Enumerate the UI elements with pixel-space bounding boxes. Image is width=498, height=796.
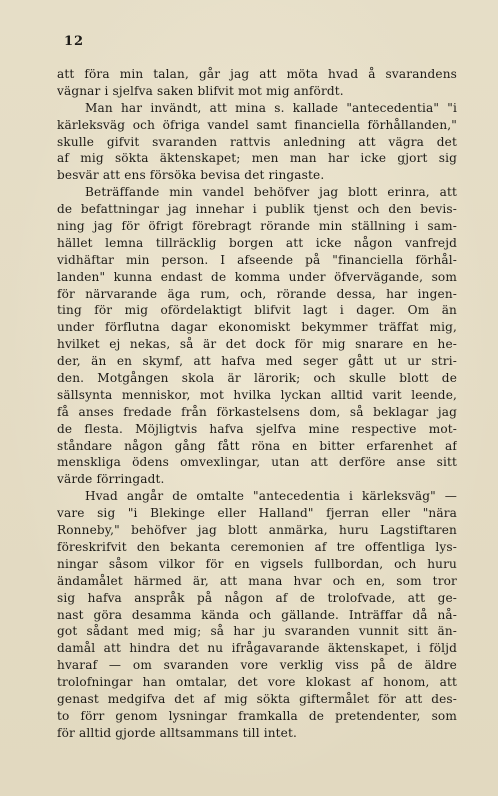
text-line: värde förringadt. bbox=[57, 472, 165, 487]
text-line: vare sig "i Blekinge eller Halland" fjerran eller "nära bbox=[57, 506, 457, 521]
text-line: ning jag för öfrigt förebragt rörande min ställning i sam- bbox=[57, 219, 457, 234]
text-line: hvaraf — om svaranden vore verklig viss på de äldre bbox=[57, 658, 457, 673]
text-line: hället lemna tillräcklig borgen att icke någon vanfrejd bbox=[57, 235, 457, 250]
text-line: Man har invändt, att mina s. kallade "antecedentia" "i bbox=[85, 100, 457, 115]
text-line: got sådant med mig; så har ju svaranden vunnit sitt än- bbox=[57, 624, 457, 639]
text-line: damål att hindra det nu ifrågavarande äktenskapet, i följd bbox=[57, 641, 457, 656]
text-line: föreskrifvit den bekanta ceremonien af tre offentliga lys- bbox=[57, 539, 457, 554]
text-line: sällsynta menniskor, mot hvilka lyckan alltid varit leende, bbox=[57, 387, 457, 402]
text-line: hvilket ej nekas, så är det dock för mig snarare en he- bbox=[57, 337, 457, 352]
text-line: Hvad angår de omtalte "antecedentia i kärleksväg" — bbox=[85, 489, 457, 504]
text-line: der, än en skymf, att hafva med seger gått ut ur stri- bbox=[57, 354, 457, 369]
text-line: menskliga ödens omvexlingar, utan att derföre anse sitt bbox=[57, 455, 457, 470]
text-line: ståndare någon gång fått röna en bitter erfarenhet af bbox=[57, 438, 457, 453]
text-line: få anses fredade från förkastelsens dom, så beklagar jag bbox=[57, 404, 457, 419]
text-line: den. Motgången skola är lärorik; och skulle blott de bbox=[57, 371, 457, 386]
body-text bbox=[57, 66, 457, 742]
text-line: de befattningar jag innehar i publik tjenst och den bevis- bbox=[57, 202, 457, 217]
text-line: ting för mig ofördelaktigt blifvit lagt i dager. Om än bbox=[57, 303, 457, 318]
text-line: ändamålet härmed är, att mana hvar och en, som tror bbox=[57, 573, 457, 588]
text-line: Ronneby," behöfver jag blott anmärka, huru Lagstiftaren bbox=[57, 523, 457, 538]
text-line: för närvarande äga rum, och, rörande dessa, har ingen- bbox=[57, 286, 457, 301]
text-line: de flesta. Möjligtvis hafva sjelfva mine respective mot- bbox=[57, 421, 457, 436]
text-line: under förflutna dagar ekonomiskt bekymmer träffat mig, bbox=[57, 320, 457, 335]
text-line: trolofningar han omtalar, det vore klokast af honom, att bbox=[57, 675, 457, 690]
text-line: skulle gifvit svaranden rattvis anledning att vägra det bbox=[57, 134, 457, 149]
text-line: kärleksväg och öfriga vandel samt financiella förhållanden," bbox=[57, 117, 457, 132]
text-line: för alltid gjorde alltsammans till intet. bbox=[57, 725, 297, 740]
text-line: sig hafva anspråk på någon af de trolofvade, att ge- bbox=[57, 590, 457, 605]
text-line: ningar såsom vilkor för en vigsels fullbordan, och huru bbox=[57, 556, 457, 571]
text-line: vidhäftar min person. I afseende på "financiella förhål- bbox=[57, 252, 457, 267]
text-line: vägnar i sjelfva saken blifvit mot mig anfördt. bbox=[57, 83, 344, 98]
text-line: landen" kunna endast de komma under öfvervägande, som bbox=[57, 269, 457, 284]
text-line: af mig sökta äktenskapet; men man har icke gjort sig bbox=[57, 151, 457, 166]
text-line: to förr genom lysningar framkalla de pretendenter, som bbox=[57, 708, 457, 723]
text-line: att föra min talan, går jag att möta hvad å svarandens bbox=[57, 67, 457, 81]
text-line: genast medgifva det af mig sökta giftermålet för att des- bbox=[57, 691, 457, 706]
text-line: nast göra desamma kända och gällande. Inträffar då nå- bbox=[57, 607, 457, 622]
text-line: besvär att ens försöka bevisa det ringaste. bbox=[57, 168, 325, 183]
page-number: 12 bbox=[64, 34, 85, 49]
text-line: Beträffande min vandel behöfver jag blott erinra, att bbox=[85, 185, 457, 200]
